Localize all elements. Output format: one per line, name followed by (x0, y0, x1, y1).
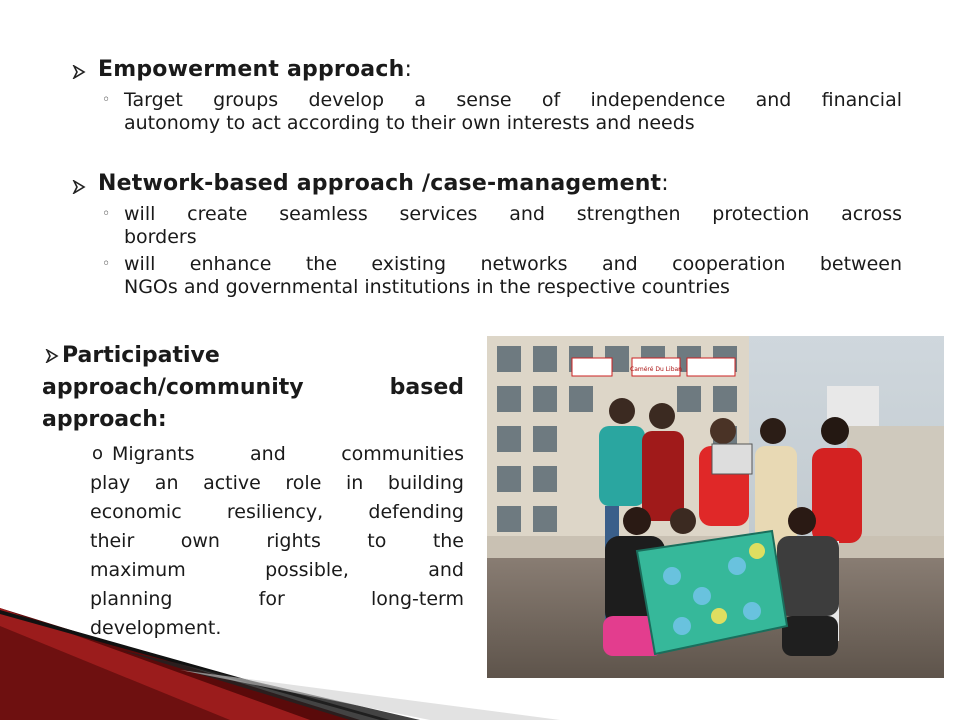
section-heading-network: Network-based approach /case-management: (98, 171, 669, 196)
photo-sign-text: Caméré Du Liban (630, 366, 682, 373)
participative-marker: o (92, 443, 104, 464)
sub-bullet-marker: ◦ (102, 206, 111, 222)
participative-heading: Participative approach/community based approach: (42, 343, 464, 432)
sub-bullet-marker: ◦ (102, 256, 111, 272)
network-bullet-text-2: will enhance the existing networks and cooperation between NGOs and governmental institutions in the respective countries (124, 253, 902, 298)
sub-bullet-marker: ◦ (102, 92, 111, 108)
arrow-bullet-icon (72, 180, 86, 194)
participative-text: Migrants and communities play an active role in building economic resiliency, defending their own rights to the maximum possible, and planning for long-term development. (90, 443, 464, 639)
network-bullet-text-1: will create seamless services and strengthen protection across borders (124, 203, 902, 248)
section-heading-empowerment: Empowerment approach: (98, 57, 413, 82)
arrow-bullet-icon (72, 65, 86, 79)
decorative-corner (0, 590, 560, 720)
empowerment-bullet-text: Target groups develop a sense of independence and financial autonomy to act according to their own interests and needs (124, 89, 902, 134)
